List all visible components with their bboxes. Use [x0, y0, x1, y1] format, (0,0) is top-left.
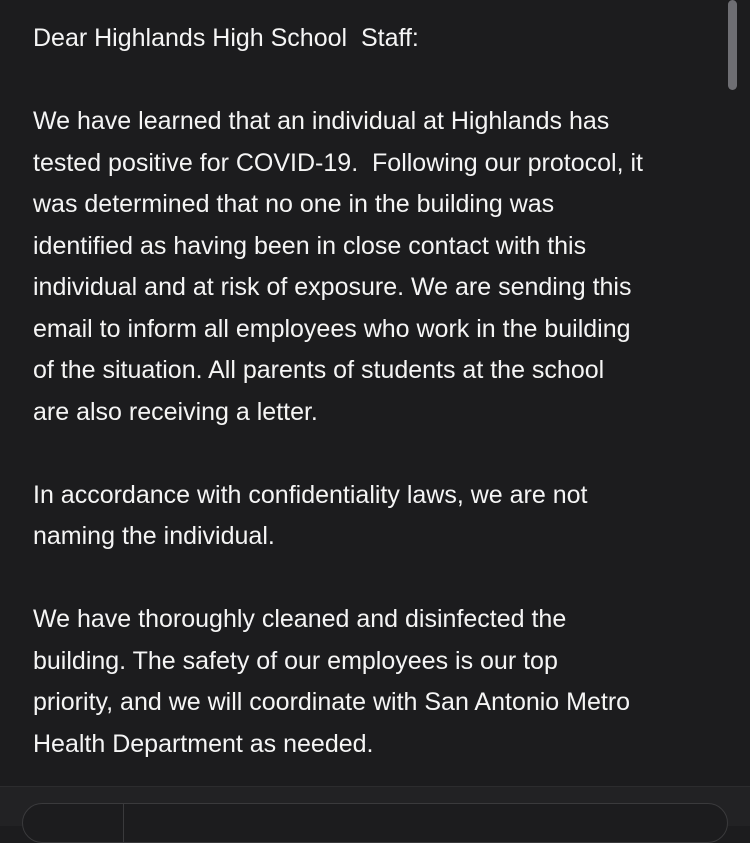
email-greeting: Dear Highlands High School Staff:: [33, 24, 419, 52]
reply-bar-divider: [123, 804, 124, 842]
email-paragraph-confidentiality: In accordance with confidentiality laws, we are not naming the individual.: [33, 480, 588, 550]
email-body: [33, 18, 733, 807]
vertical-scrollbar[interactable]: [728, 0, 737, 90]
email-paragraph-cleaning: We have thoroughly cleaned and disinfected the building. The safety of our employees is our top priority, and we will coordinate with San Antonio Metro Health Department as needed.: [33, 605, 631, 758]
email-paragraph-exposure: We have learned that an individual at Highlands has tested positive for COVID-19. Following our protocol, it was determined that no one in the building was identified as having been in close contact with this individual and at risk of exposure. We are sending this email to inform all employees who work in the building of the situation. All parents of students at the school are also receiving a letter.: [33, 107, 643, 426]
reply-compose-bar[interactable]: [22, 803, 728, 843]
